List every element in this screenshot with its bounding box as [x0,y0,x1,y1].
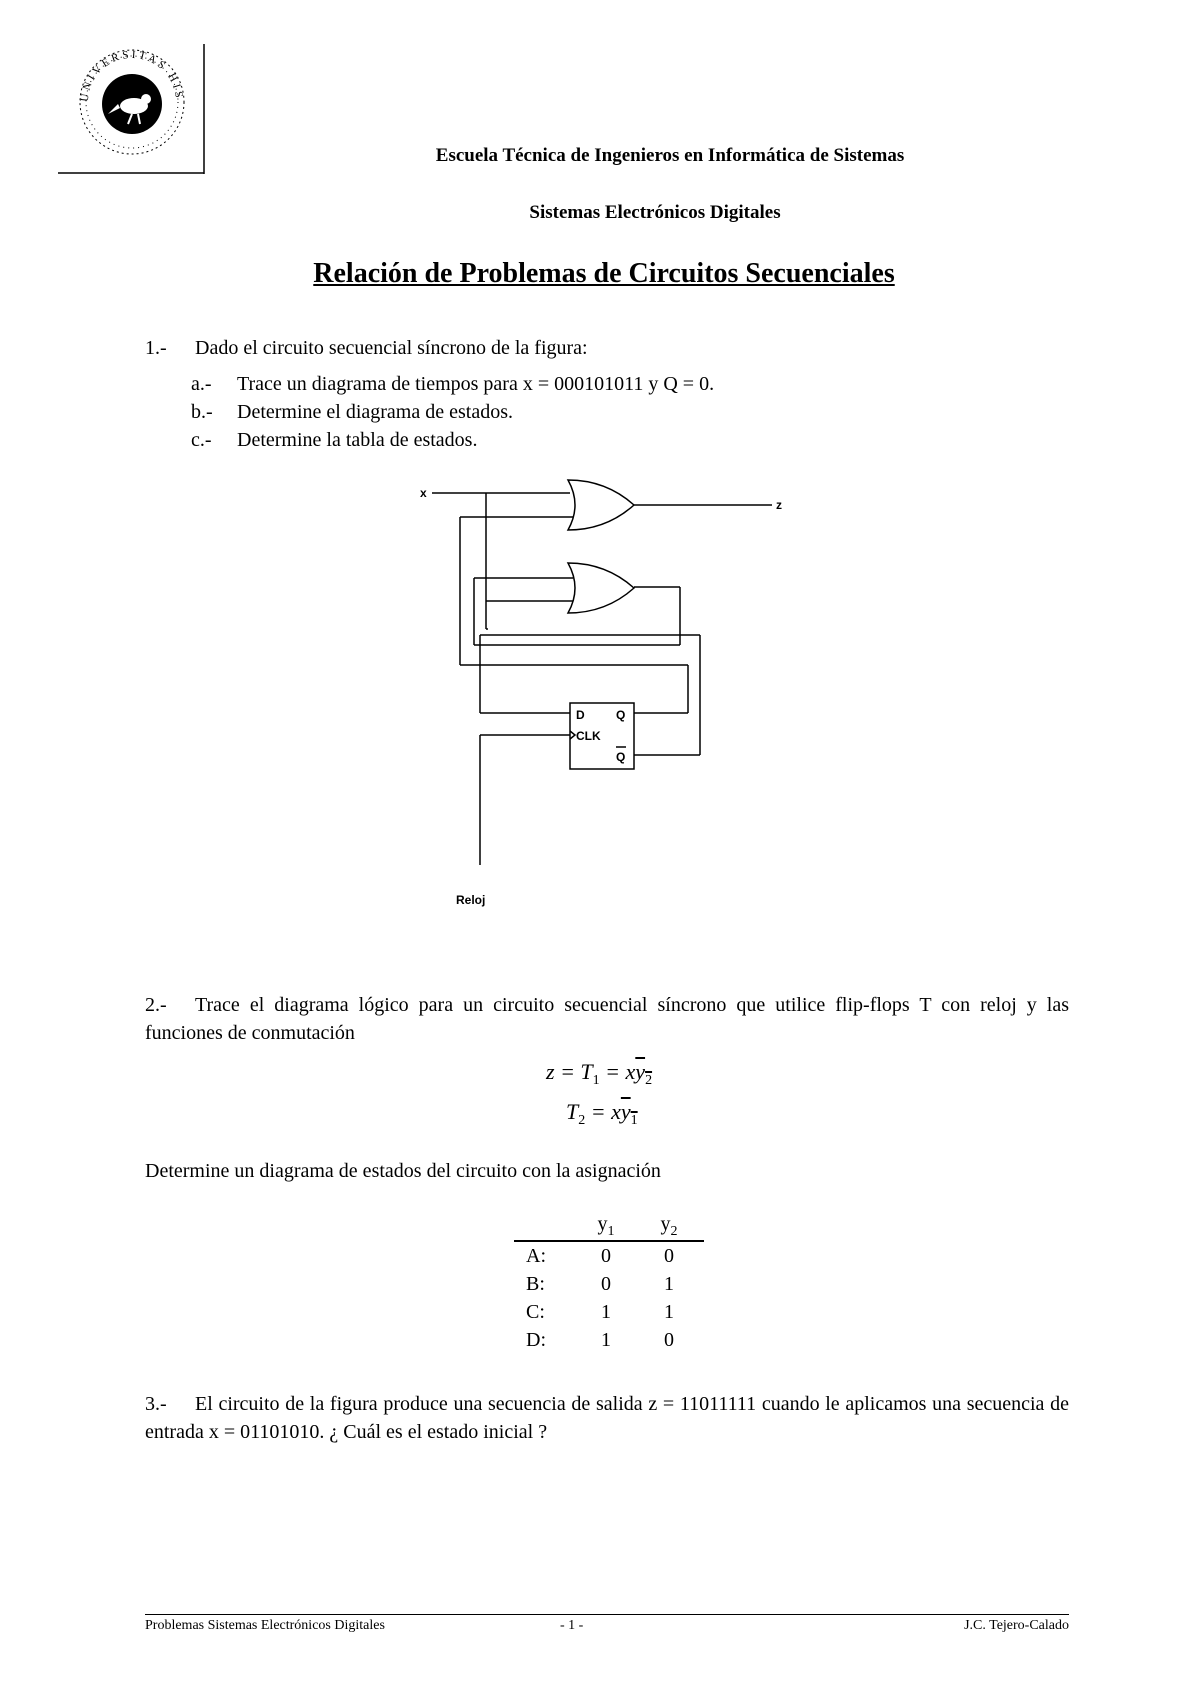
table-row: B: 0 1 [526,1272,674,1295]
ff-d-label: D [576,708,585,722]
clock-label: Reloj [456,893,486,907]
problem-1-item-b: b.- Determine el diagrama de estados. [191,401,513,423]
table-row: C: 1 1 [526,1300,674,1323]
table-header-row [514,1213,704,1241]
problem-1-item-a: a.- Trace un diagrama de tiempos para x = 000101011 y Q = 0. [191,373,715,395]
footer-left: Problemas Sistemas Electrónicos Digitales [145,1618,385,1633]
problem-3-statement [145,1390,1069,1446]
problem-3-number: 3.- [145,1393,167,1415]
logo-text: UNIVERSITAS HIS [78,48,186,103]
footer-page-number: - 1 - [560,1618,584,1633]
input-x-label: x [420,486,427,500]
problem-1-statement [145,334,588,362]
problem-2-statement [145,991,1069,1047]
equation-2: $T_2 = xy_1$ [566,1099,638,1128]
table-row: D: 1 0 [526,1328,674,1351]
problem-2-text: Trace el diagrama lógico para un circuito secuencial síncrono que utilice flip-flops T con reloj y las funciones de conmutación [145,994,1069,1044]
problem-2-number: 2.- [145,994,167,1016]
header-y1: $y_1$ [578,1213,634,1241]
page-title: Relación de Problemas de Circuitos Secuenciales [313,258,895,289]
or-gate-2 [568,563,634,613]
output-z-label: z [776,498,782,512]
assignment-instruction: Determine un diagrama de estados del circuito con la asignación [145,1160,661,1182]
subject-name: Sistemas Electrónicos Digitales [529,202,781,223]
ff-q-label: Q [616,708,626,722]
problem-1-number: 1.- [145,337,167,359]
problem-1-item-c: c.- Determine la tabla de estados. [191,429,478,451]
ff-clk-label: CLK [576,729,601,743]
header-y2: $y_2$ [634,1213,704,1241]
or-gate-1 [568,480,634,530]
table-row: A: 0 0 [526,1244,674,1267]
sequential-circuit-diagram [400,475,800,915]
problem-3-text: El circuito de la figura produce una secuencia de salida z = 11011111 cuando le aplicamos una secuencia de entrada x = 01101010. ¿ Cuál es el estado inicial ? [145,1393,1069,1443]
equation-1: $z = T_1 = xy_2$ [546,1059,653,1088]
footer-right: J.C. Tejero-Calado [964,1618,1069,1633]
ff-qbar-label: Q [616,750,626,764]
state-assignment-table [514,1213,704,1354]
school-name: Escuela Técnica de Ingenieros en Informática de Sistemas [435,145,905,166]
footer-divider [145,1614,1069,1615]
problem-1-text: Dado el circuito secuencial síncrono de la figura: [195,337,588,359]
